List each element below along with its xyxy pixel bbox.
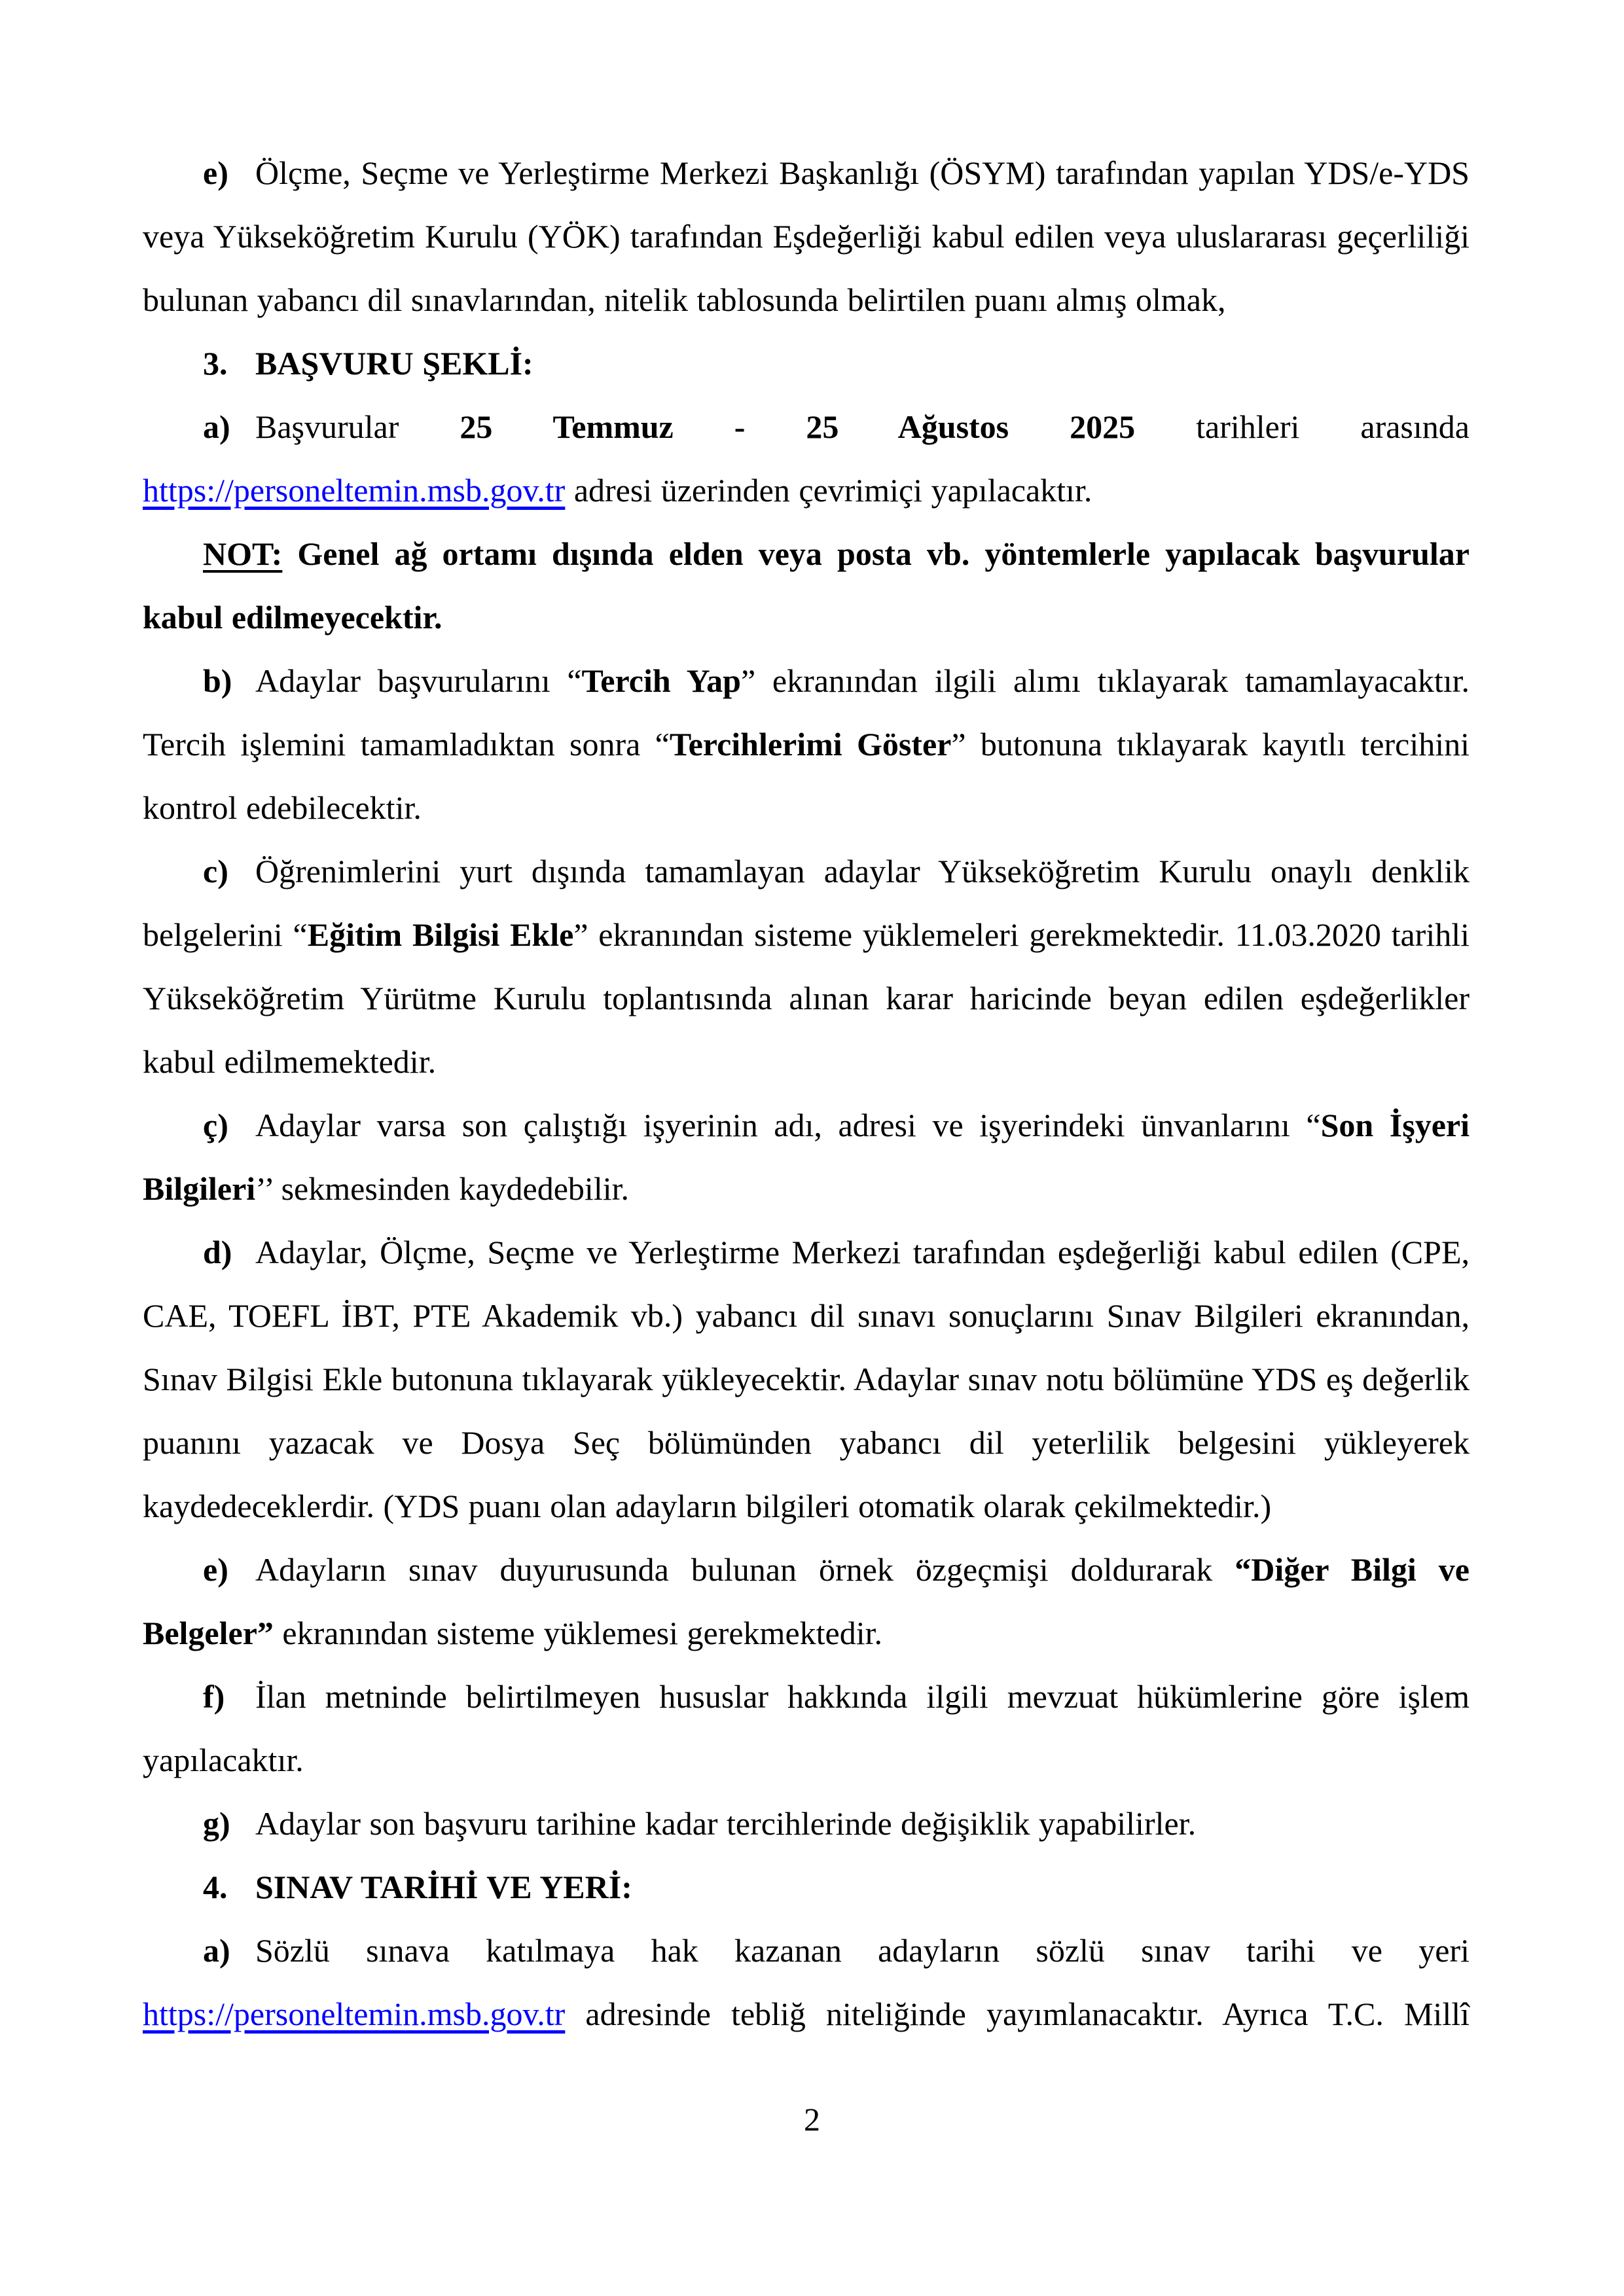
text-run: ” ekranından ilgili alımı tıklayarak tamamlayacaktır. Tercih işlemini tamamladıktan sonra “: [143, 662, 1470, 762]
text-run: Başvurular: [255, 408, 460, 445]
paragraph: [143, 649, 1470, 840]
text-run: Son İşyeri Bilgileri: [143, 1107, 1470, 1207]
text-run: Adayların sınav duyurusunda bulunan örnek özgeçmişi doldurarak: [255, 1551, 1235, 1588]
paragraph-marker: a): [203, 1932, 230, 1969]
link-url[interactable]: https://personeltemin.msb.gov.tr: [143, 1996, 566, 2032]
text-run: Sözlü sınava katılmaya hak kazanan adayların sözlü sınav tarihi ve yeri: [255, 1932, 1470, 1969]
text-run: SINAV TARİHİ VE YERİ:: [255, 1869, 632, 1905]
text-run: 25 Temmuz - 25 Ağustos 2025: [460, 408, 1136, 445]
text-run: Adaylar son başvuru tarihine kadar tercihlerinde değişiklik yapabilirler.: [255, 1805, 1197, 1842]
link-url[interactable]: https://personeltemin.msb.gov.tr: [143, 472, 566, 509]
paragraph: [143, 1538, 1470, 1665]
paragraph: [143, 1919, 1470, 2046]
paragraph-marker: c): [203, 853, 228, 889]
text-run: İlan metninde belirtilmeyen hususlar hakkında ilgili mevzuat hükümlerine göre işlem yapılacaktır.: [143, 1678, 1470, 1778]
text-run: adresi üzerinden çevrimiçi yapılacaktır.: [565, 472, 1092, 509]
text-run: tarihleri arasında: [1135, 408, 1470, 445]
text-run: Genel ağ ortamı dışında elden veya posta vb. yöntemlerle yapılacak başvurular kabul edilmeyecektir.: [143, 535, 1470, 636]
section-heading: [143, 332, 1470, 395]
paragraph-marker: f): [203, 1678, 225, 1715]
paragraph-marker: ç): [203, 1107, 228, 1143]
paragraph: [143, 1094, 1470, 1221]
paragraph-marker: b): [203, 662, 232, 699]
paragraph-marker: e): [203, 154, 228, 191]
paragraph: [143, 522, 1470, 649]
paragraph-marker: a): [203, 408, 230, 445]
page-number: 2: [804, 2101, 820, 2138]
text-run: ” butonuna tıklayarak kayıtlı tercihini kontrol edebilecektir.: [143, 726, 1470, 826]
paragraph: [143, 840, 1470, 1094]
text-run: ’’ sekmesinden kaydedebilir.: [255, 1170, 630, 1207]
text-run: Ölçme, Seçme ve Yerleştirme Merkezi Başkanlığı (ÖSYM) tarafından yapılan YDS/e-YDS veya Yükseköğretim Kurulu (YÖK) tarafından Eşdeğerliği kabul edilen veya uluslararası geçerliliği bulunan yabancı dil sınavlarından, nitelik tablosunda belirtilen puanı almış olmak,: [143, 154, 1470, 318]
paragraph: [143, 1792, 1470, 1856]
paragraph-marker: 3.: [203, 345, 228, 382]
paragraph-marker: 4.: [203, 1869, 228, 1905]
text-run: Öğrenimlerini yurt dışında tamamlayan adaylar Yükseköğretim Kurulu onaylı denklik belgelerini “: [143, 853, 1470, 953]
paragraph: [143, 395, 1470, 522]
text-run: ” ekranından sisteme yüklemeleri gerekmektedir. 11.03.2020 tarihli Yükseköğretim Yürütme Kurulu toplantısında alınan karar haricinde beyan edilen eşdeğerlikler kabul edilmemektedir.: [143, 916, 1470, 1080]
paragraph-marker: g): [203, 1805, 230, 1842]
text-run: Eğitim Bilgisi Ekle: [307, 916, 574, 953]
text-run: Tercihlerimi Göster: [669, 726, 952, 762]
text-run: ekranından sisteme yüklemesi gerekmektedir.: [273, 1615, 883, 1651]
paragraph-marker: d): [203, 1234, 232, 1270]
section-heading: [143, 1856, 1470, 1919]
paragraph: [143, 1221, 1470, 1538]
text-run: Adaylar varsa son çalıştığı işyerinin adı, adresi ve işyerindeki ünvanlarını “: [255, 1107, 1321, 1143]
text-run: adresinde tebliğ niteliğinde yayımlanacaktır. Ayrıca T.C. Millî: [565, 1996, 1470, 2032]
paragraph-marker: e): [203, 1551, 228, 1588]
document-body: [143, 141, 1470, 2046]
text-run: “Diğer Bilgi ve Belgeler”: [143, 1551, 1470, 1651]
paragraph: [143, 141, 1470, 332]
text-run: Adaylar başvurularını “: [255, 662, 582, 699]
text-run: Tercih Yap: [581, 662, 741, 699]
text-run: Adaylar, Ölçme, Seçme ve Yerleştirme Merkezi tarafından eşdeğerliği kabul edilen (CPE, CAE, TOEFL İBT, PTE Akademik vb.) yabancı dil sınavı sonuçlarını Sınav Bilgileri ekranından, Sınav Bilgisi Ekle butonuna tıklayarak yükleyecektir. Adaylar sınav notu bölümüne YDS eş değerlik puanını yazacak ve Dosya Seç bölümünden yabancı dil yeterlilik belgesini yükleyerek kaydedeceklerdir. (YDS puanı olan adayların bilgileri otomatik olarak çekilmektedir.): [143, 1234, 1470, 1524]
paragraph: [143, 1665, 1470, 1792]
text-run: NOT:: [203, 535, 283, 572]
text-run: BAŞVURU ŞEKLİ:: [255, 345, 533, 382]
